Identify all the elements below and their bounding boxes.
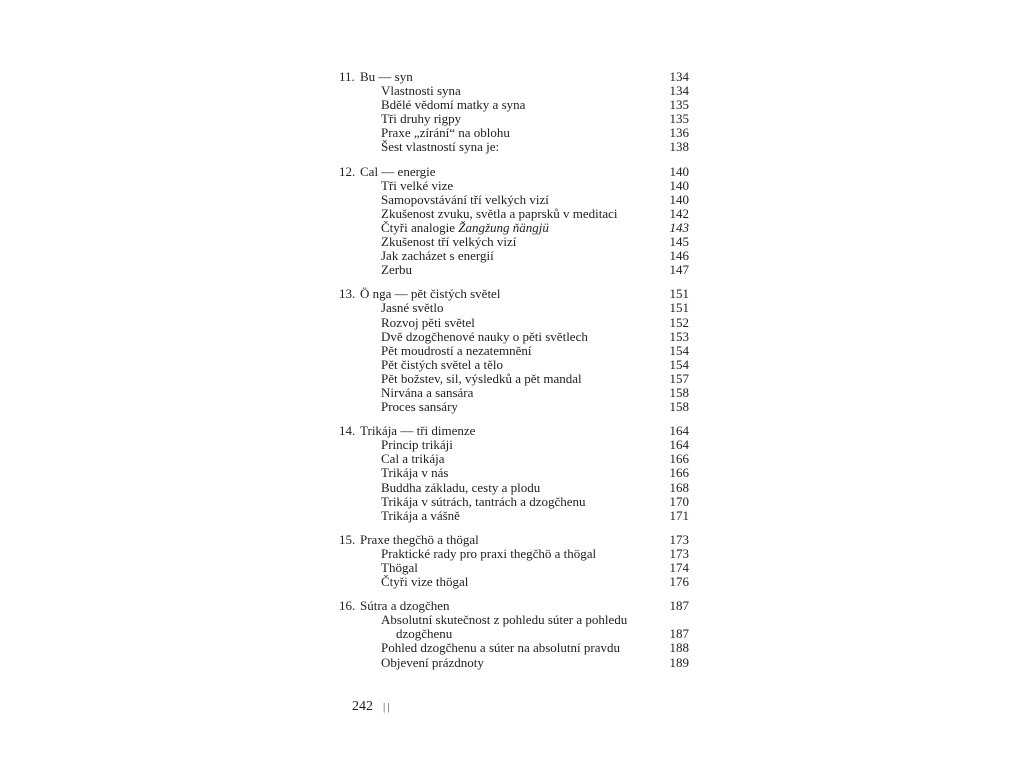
toc-section-16: [339, 599, 689, 669]
entry-title: Cal a trikája: [381, 451, 445, 467]
chapter-title: Sútra a dzogčhen: [360, 598, 450, 614]
page-number: 146: [669, 248, 689, 264]
toc-entry: [339, 221, 689, 235]
entry-title-prefix: Čtyři analogie: [381, 219, 459, 235]
page-number: 168: [669, 479, 689, 495]
chapter-title: Trikája — tři dimenze: [360, 423, 476, 439]
page-number: 173: [669, 545, 689, 561]
page-number: 152: [669, 314, 689, 330]
page-number: 154: [669, 342, 689, 358]
page-number: 170: [669, 493, 689, 509]
entry-title: Zerbu: [381, 262, 413, 278]
page-number: 142: [669, 205, 689, 221]
entry-title-italic: Žangžung ňängjü: [458, 219, 549, 235]
page-number: 140: [669, 191, 689, 207]
footer-separator: ||: [383, 701, 392, 713]
entry-title: Buddha základu, cesty a plodu: [381, 479, 541, 495]
page-number: 136: [669, 125, 689, 141]
entry-title: Bdělé vědomí matky a syna: [381, 97, 526, 113]
page-number: 173: [669, 531, 689, 547]
page-number: 174: [669, 560, 689, 575]
page-number: 158: [669, 399, 689, 415]
toc-entry: [339, 452, 689, 466]
page-number: 147: [669, 262, 689, 278]
toc-entry: [339, 126, 689, 140]
chapter-title: Praxe thegčhö a thögal: [360, 531, 479, 547]
table-of-contents: [339, 70, 689, 680]
page-number: 176: [669, 574, 689, 590]
page-number: 134: [669, 69, 689, 84]
entry-title: Vlastnosti syna: [381, 83, 461, 99]
page-number: 166: [669, 451, 689, 467]
chapter-number: 14.: [339, 423, 356, 439]
entry-title-line2: dzogčhenu: [396, 626, 453, 642]
chapter-number: 16.: [339, 598, 356, 614]
toc-entry: [339, 330, 689, 344]
toc-entry: [339, 344, 689, 358]
toc-entry: [339, 112, 689, 126]
chapter-title: Cal — energie: [360, 163, 436, 179]
entry-title: Objevení prázdnoty: [381, 654, 484, 670]
toc-entry: [339, 386, 689, 400]
chapter-title: Bu — syn: [360, 69, 413, 84]
page-number: 157: [669, 370, 689, 386]
toc-entry: [339, 358, 689, 372]
toc-entry: [339, 400, 689, 414]
toc-entry: [339, 193, 689, 207]
page-number: 135: [669, 97, 689, 113]
entry-title: Tři velké vize: [381, 177, 454, 193]
page-number: 158: [669, 384, 689, 400]
entry-title: Praxe „zírání“ na oblohu: [381, 125, 510, 141]
chapter-heading: [339, 165, 689, 179]
footer-page-number: 242: [352, 699, 373, 714]
page-number: 145: [669, 234, 689, 250]
toc-entry: [339, 438, 689, 452]
chapter-heading: [339, 287, 689, 301]
entry-title: Trikája v nás: [381, 465, 449, 481]
toc-section-12: [339, 165, 689, 278]
page-number: 187: [669, 598, 689, 614]
page-number: 154: [669, 356, 689, 372]
entry-title-line1: Absolutní skutečnost z pohledu súter a pohledu: [381, 612, 628, 628]
entry-title: Trikája a vášně: [381, 507, 460, 523]
entry-title: Pět božstev, sil, výsledků a pět mandal: [381, 370, 582, 386]
toc-entry: [339, 509, 689, 523]
page-number: 135: [669, 111, 689, 127]
entry-title: Trikája v sútrách, tantrách a dzogčhenu: [381, 493, 586, 509]
toc-entry: [339, 316, 689, 330]
toc-entry: [339, 207, 689, 221]
chapter-number: 13.: [339, 286, 356, 302]
toc-section-14: [339, 424, 689, 523]
entry-title: Proces sansáry: [381, 399, 458, 415]
chapter-heading: [339, 70, 689, 84]
entry-title: Čtyři vize thögal: [381, 574, 469, 590]
chapter-number: 11.: [339, 69, 355, 84]
chapter-heading: [339, 533, 689, 547]
toc-section-11: [339, 70, 689, 155]
entry-title: Dvě dzogčhenové nauky o pěti světlech: [381, 328, 588, 344]
page-number: 140: [669, 163, 689, 179]
toc-entry: [339, 466, 689, 480]
toc-entry: [339, 98, 689, 112]
page-number: 164: [669, 437, 689, 453]
toc-entry: [339, 656, 689, 670]
page-number: 164: [669, 423, 689, 439]
toc-entry: [339, 613, 689, 641]
toc-entry: [339, 301, 689, 315]
entry-title: Pět moudrostí a nezatemnění: [381, 342, 532, 358]
page-number: 171: [669, 507, 689, 523]
page-number: 189: [669, 654, 689, 670]
entry-title: Princip trikáji: [381, 437, 453, 453]
page-number: 166: [669, 465, 689, 481]
chapter-heading: [339, 599, 689, 613]
toc-entry: [339, 372, 689, 386]
entry-title: Pět čistých světel a tělo: [381, 356, 504, 372]
entry-title: Rozvoj pěti světel: [381, 314, 475, 330]
toc-entry: [339, 179, 689, 193]
toc-entry: [339, 495, 689, 509]
entry-title: Praktické rady pro praxi thegčhö a thögal: [381, 545, 597, 561]
entry-title: Tři druhy rigpy: [381, 111, 462, 127]
toc-entry: [339, 84, 689, 98]
chapter-number: 12.: [339, 163, 356, 179]
page-number: 138: [669, 139, 689, 155]
entry-title: Zkušenost tří velkých vizí: [381, 234, 517, 250]
page-number: 143: [669, 219, 689, 235]
entry-title: Jasné světlo: [381, 300, 444, 316]
page-number: 187: [669, 626, 689, 642]
page-number: 134: [669, 83, 689, 99]
chapter-number: 15.: [339, 531, 356, 547]
entry-title: Samopovstávání tří velkých vizí: [381, 191, 549, 207]
entry-title: Pohled dzogčhenu a súter na absolutní pravdu: [381, 640, 620, 656]
page-number: 153: [669, 328, 689, 344]
toc-entry: [339, 641, 689, 655]
entry-title: Jak zacházet s energií: [381, 248, 494, 264]
toc-entry: [339, 547, 689, 561]
toc-section-15: [339, 533, 689, 589]
page-number: 140: [669, 177, 689, 193]
entry-title: [360, 613, 665, 641]
toc-entry: [339, 235, 689, 249]
toc-entry: [339, 561, 689, 575]
toc-entry: [339, 249, 689, 263]
toc-entry: [339, 140, 689, 154]
entry-title: Šest vlastností syna je:: [381, 139, 500, 155]
page-footer: [352, 699, 391, 715]
entry-title: Zkušenost zvuku, světla a paprsků v meditaci: [381, 205, 618, 221]
page-number: 151: [669, 300, 689, 316]
page-number: 151: [669, 286, 689, 302]
chapter-title: Ö nga — pět čistých světel: [360, 286, 501, 302]
entry-title: Thögal: [381, 560, 418, 575]
entry-title: Nirvána a sansára: [381, 384, 474, 400]
toc-section-13: [339, 287, 689, 414]
toc-entry: [339, 263, 689, 277]
entry-title: [360, 221, 665, 235]
toc-entry: [339, 575, 689, 589]
toc-entry: [339, 481, 689, 495]
chapter-heading: [339, 424, 689, 438]
page-number: 188: [669, 640, 689, 656]
